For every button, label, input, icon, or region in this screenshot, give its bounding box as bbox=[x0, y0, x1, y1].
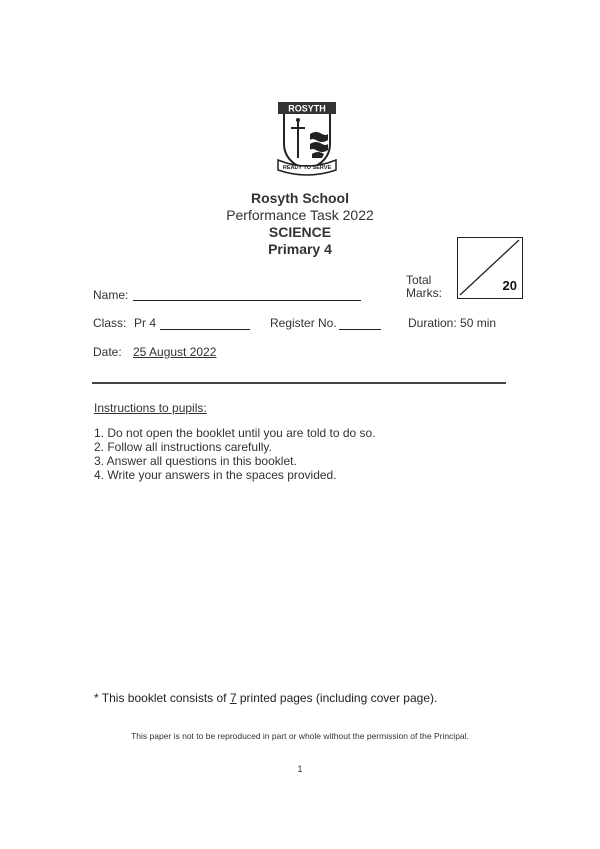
date-value: 25 August 2022 bbox=[133, 345, 217, 359]
marks-total: 20 bbox=[502, 278, 517, 293]
class-field[interactable] bbox=[160, 329, 250, 330]
instructions-title: Instructions to pupils: bbox=[94, 401, 207, 415]
crest-banner-top: ROSYTH bbox=[288, 103, 326, 114]
class-label: Class: bbox=[93, 316, 127, 330]
name-field[interactable] bbox=[133, 300, 361, 301]
register-label: Register No. bbox=[270, 316, 337, 330]
task-title: Performance Task 2022 bbox=[226, 207, 374, 223]
class-value: Pr 4 bbox=[134, 316, 157, 330]
level-title: Primary 4 bbox=[268, 241, 332, 257]
instruction-item: 4. Write your answers in the spaces provided. bbox=[94, 468, 337, 482]
marks-box bbox=[457, 237, 523, 299]
instructions-list bbox=[94, 426, 376, 482]
crest-banner-bottom: READY TO SERVE bbox=[282, 165, 332, 171]
date-label: Date: bbox=[93, 345, 122, 359]
school-crest-logo bbox=[276, 100, 338, 176]
instruction-item: 1. Do not open the booklet until you are told to do so. bbox=[94, 426, 376, 440]
name-label: Name: bbox=[93, 288, 129, 302]
subject-title: SCIENCE bbox=[268, 224, 332, 240]
duration-label: Duration: 50 min bbox=[408, 316, 497, 330]
instruction-item: 3. Answer all questions in this booklet. bbox=[94, 454, 297, 468]
marks-label-total: Total bbox=[406, 273, 432, 287]
pages-note-prefix: * This booklet consists of bbox=[94, 691, 230, 705]
marks-label-marks: Marks: bbox=[406, 286, 442, 300]
page-number: 1 bbox=[297, 764, 303, 774]
instruction-item: 2. Follow all instructions carefully. bbox=[94, 440, 272, 454]
permission-note: This paper is not to be reproduced in part or whole without the permission of the Principal. bbox=[131, 731, 469, 741]
register-field[interactable] bbox=[339, 329, 381, 330]
pages-note bbox=[94, 691, 437, 705]
school-name: Rosyth School bbox=[250, 190, 349, 206]
divider-line bbox=[92, 382, 506, 384]
pages-count: 7 bbox=[229, 691, 237, 705]
pages-note-suffix: printed pages (including cover page). bbox=[236, 691, 438, 705]
